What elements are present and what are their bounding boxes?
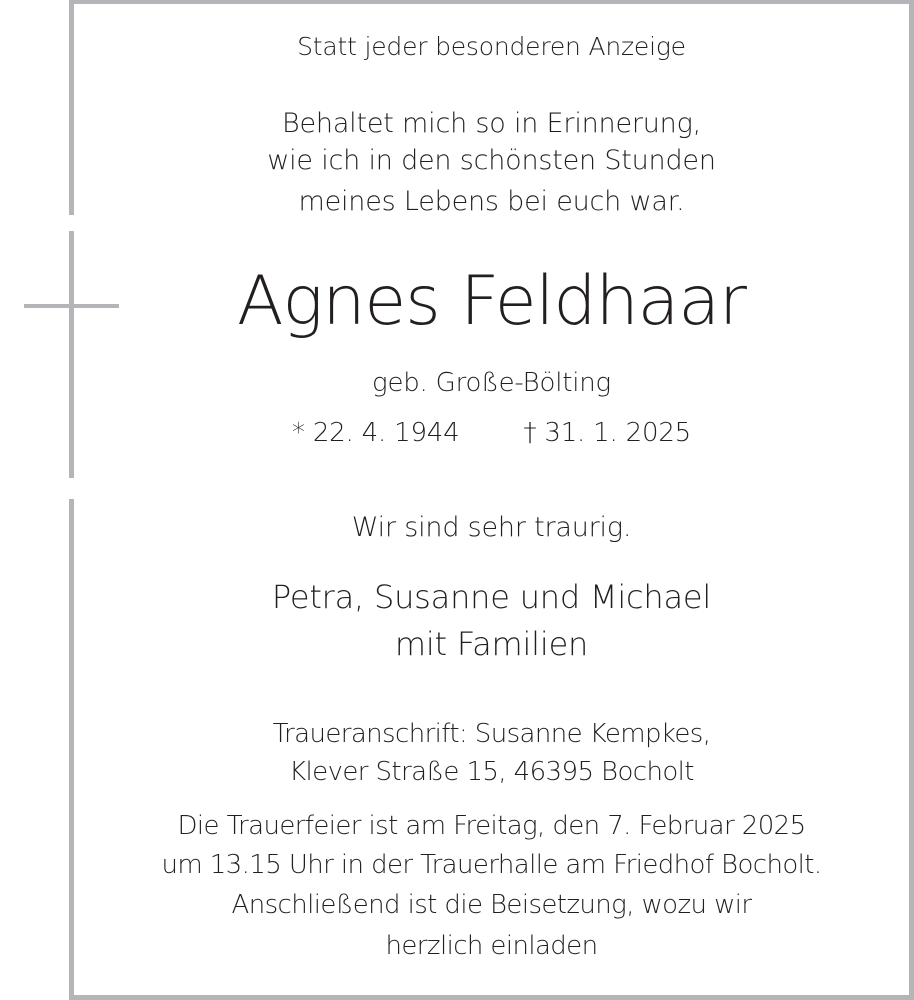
verse-line: meines Lebens bei euch war. — [298, 186, 685, 217]
verse-line: wie ich in den schönsten Stunden — [267, 145, 716, 176]
frame-bottom-border — [69, 995, 914, 1000]
life-dates — [74, 418, 909, 448]
obituary-notice — [74, 0, 909, 995]
address-line: Klever Straße 15, 46395 Bocholt — [289, 757, 694, 787]
family-line: Petra, Susanne und Michael — [271, 578, 712, 616]
ceremony-line: Anschließend ist die Beisetzung, wozu wir — [231, 890, 752, 920]
verse-line: Behaltet mich so in Erinnerung, — [282, 108, 701, 139]
intro-line: Statt jeder besonderen Anzeige — [297, 32, 686, 61]
ceremony-line: um 13.15 Uhr in der Trauerhalle am Friedhof Bocholt. — [161, 850, 822, 880]
family-line: mit Familien — [394, 625, 589, 663]
birth-date: * 22. 4. 1944 — [291, 418, 460, 448]
ceremony-line: Die Trauerfeier ist am Freitag, den 7. Februar 2025 — [177, 811, 806, 841]
maiden-name: geb. Große-Bölting — [372, 368, 611, 398]
deceased-name: Agnes Feldhaar — [237, 262, 746, 341]
frame-right-border — [909, 0, 914, 1000]
grief-statement: Wir sind sehr traurig. — [351, 512, 632, 543]
ceremony-line: herzlich einladen — [385, 931, 598, 961]
death-date: † 31. 1. 2025 — [523, 418, 692, 448]
address-line: Traueranschrift: Susanne Kempkes, — [272, 719, 711, 749]
